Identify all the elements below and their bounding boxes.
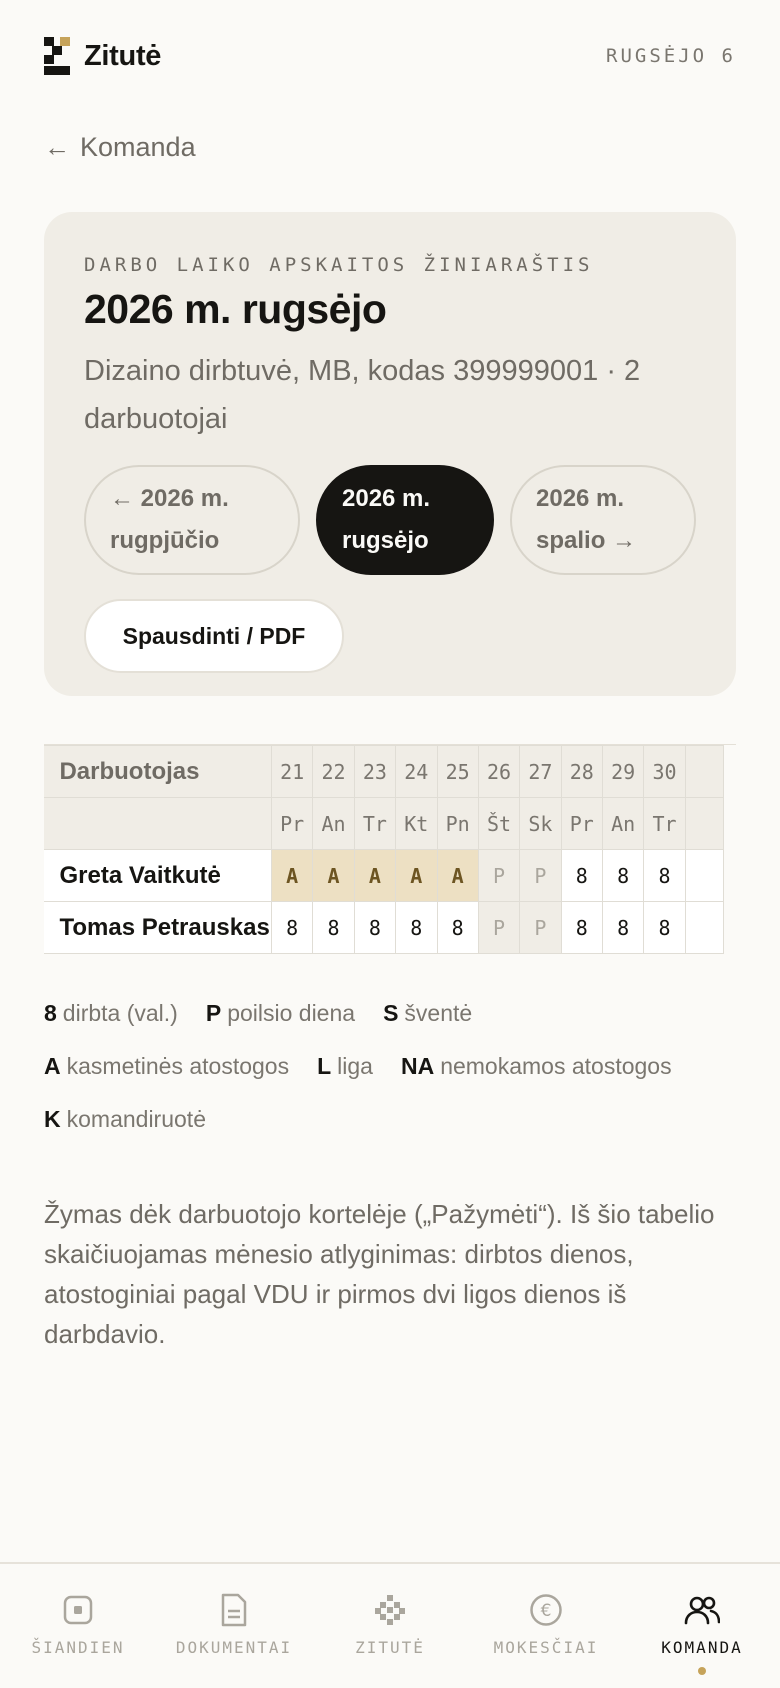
nav-label: KOMANDA xyxy=(661,1638,743,1657)
day-header: 29 xyxy=(603,746,644,798)
day-header: 27 xyxy=(520,746,561,798)
day-header: 22 xyxy=(313,746,354,798)
weekday-header: Kt xyxy=(396,798,437,850)
day-cell[interactable]: 8 xyxy=(354,902,395,954)
weekday-header: Tr xyxy=(644,798,685,850)
app-header xyxy=(44,34,736,78)
weekday-header-cut xyxy=(685,798,723,850)
nav-label: ZITUTĖ xyxy=(355,1638,425,1657)
legend-item: S šventė xyxy=(383,1000,473,1026)
day-cell[interactable]: 8 xyxy=(644,850,685,902)
zitute-logo-icon xyxy=(44,37,70,75)
table-row xyxy=(44,902,724,954)
weekday-header: An xyxy=(603,798,644,850)
page-title: 2026 m. rugsėjo xyxy=(84,286,387,332)
day-cell[interactable]: 8 xyxy=(272,902,313,954)
day-cell-cut xyxy=(685,902,723,954)
legend xyxy=(44,1000,744,1159)
legend-item: A kasmetinės atostogos xyxy=(44,1053,290,1079)
prev-month-button[interactable]: ← 2026 m. rugpjūčio xyxy=(84,465,300,575)
weekday-header: Št xyxy=(478,798,519,850)
legend-item: K komandiruotė xyxy=(44,1106,206,1132)
day-cell[interactable]: 8 xyxy=(644,902,685,954)
day-cell[interactable]: P xyxy=(520,850,561,902)
company-info: Dizaino dirbtuvė, MB, kodas 399999001 · 2 darbuotojai xyxy=(84,355,641,435)
back-link-label: Komanda xyxy=(80,132,196,162)
euro-icon xyxy=(528,1592,564,1628)
timesheet-card xyxy=(44,212,736,696)
info-note: Žymas dėk darbuotojo kortelėje („Pažymėti“). Iš šio tabelio skaičiuojamas mėnesio atlyginimas: dirbtos dienos, atostoginiai pagal VDU ir pirmos dvi ligos dienos iš darbdavio. xyxy=(44,1199,715,1349)
day-cell[interactable]: 8 xyxy=(561,902,602,954)
brand-name: Zitutė xyxy=(84,39,162,72)
day-header: 23 xyxy=(354,746,395,798)
column-header-employee: Darbuotojas xyxy=(44,746,272,798)
day-header: 25 xyxy=(437,746,478,798)
day-cell[interactable]: A xyxy=(313,850,354,902)
nav-item-today[interactable] xyxy=(0,1564,156,1688)
current-month-button[interactable]: 2026 m. rugsėjo xyxy=(316,465,494,575)
day-cell[interactable]: A xyxy=(354,850,395,902)
nav-item-team[interactable] xyxy=(624,1564,780,1688)
weekday-header: Pn xyxy=(437,798,478,850)
back-arrow-icon: ← xyxy=(44,132,70,162)
day-cell-cut xyxy=(685,850,723,902)
weekday-header: Tr xyxy=(354,798,395,850)
nav-item-zitute[interactable] xyxy=(312,1564,468,1688)
day-cell[interactable]: P xyxy=(478,850,519,902)
table-row xyxy=(44,850,724,902)
day-header: 30 xyxy=(644,746,685,798)
employee-name[interactable]: Greta Vaitkutė xyxy=(44,850,272,902)
table-header-weekdays xyxy=(44,798,724,850)
weekday-header: Sk xyxy=(520,798,561,850)
print-pdf-button[interactable]: Spausdinti / PDF xyxy=(84,599,344,673)
day-cell[interactable]: A xyxy=(437,850,478,902)
team-icon xyxy=(684,1592,720,1628)
day-cell[interactable]: 8 xyxy=(603,902,644,954)
legend-item: L liga xyxy=(317,1053,373,1079)
legend-item: 8 dirbta (val.) xyxy=(44,1000,178,1026)
svg-text:€: € xyxy=(540,1601,552,1621)
weekday-header: Pr xyxy=(561,798,602,850)
table-header-days xyxy=(44,746,724,798)
weekday-header: Pr xyxy=(272,798,313,850)
day-cell[interactable]: A xyxy=(272,850,313,902)
back-link[interactable] xyxy=(44,132,196,163)
day-cell[interactable]: 8 xyxy=(437,902,478,954)
current-date: RUGSĖJO 6 xyxy=(606,45,736,67)
day-cell[interactable]: 8 xyxy=(561,850,602,902)
day-cell[interactable]: 8 xyxy=(313,902,354,954)
day-header: 26 xyxy=(478,746,519,798)
day-header-cut xyxy=(685,746,723,798)
month-switcher xyxy=(84,465,696,575)
day-header: 21 xyxy=(272,746,313,798)
nav-item-taxes[interactable] xyxy=(468,1564,624,1688)
nav-label: MOKESČIAI xyxy=(493,1638,599,1657)
day-cell[interactable]: 8 xyxy=(603,850,644,902)
legend-item: P poilsio diena xyxy=(205,1000,356,1026)
today-icon xyxy=(60,1592,96,1628)
brand[interactable] xyxy=(44,37,161,75)
weekday-header: An xyxy=(313,798,354,850)
day-cell[interactable]: 8 xyxy=(396,902,437,954)
day-header: 28 xyxy=(561,746,602,798)
nav-item-documents[interactable] xyxy=(156,1564,312,1688)
document-icon xyxy=(216,1592,252,1628)
column-header-blank xyxy=(44,798,272,850)
bottom-nav xyxy=(0,1562,780,1688)
employee-name[interactable]: Tomas Petrauskas xyxy=(44,902,272,954)
legend-item: NA nemokamos atostogos xyxy=(400,1053,672,1079)
active-indicator xyxy=(698,1667,706,1675)
nav-label: ŠIANDIEN xyxy=(31,1638,125,1657)
nav-label: DOKUMENTAI xyxy=(175,1638,293,1657)
sparkle-icon xyxy=(372,1592,408,1628)
next-month-button[interactable]: 2026 m. spalio → xyxy=(510,465,696,575)
day-cell[interactable]: A xyxy=(396,850,437,902)
card-eyebrow: DARBO LAIKO APSKAITOS ŽINIARAŠTIS xyxy=(84,254,594,276)
day-cell[interactable]: P xyxy=(478,902,519,954)
day-header: 24 xyxy=(396,746,437,798)
day-cell[interactable]: P xyxy=(520,902,561,954)
timesheet-table[interactable] xyxy=(44,744,736,956)
